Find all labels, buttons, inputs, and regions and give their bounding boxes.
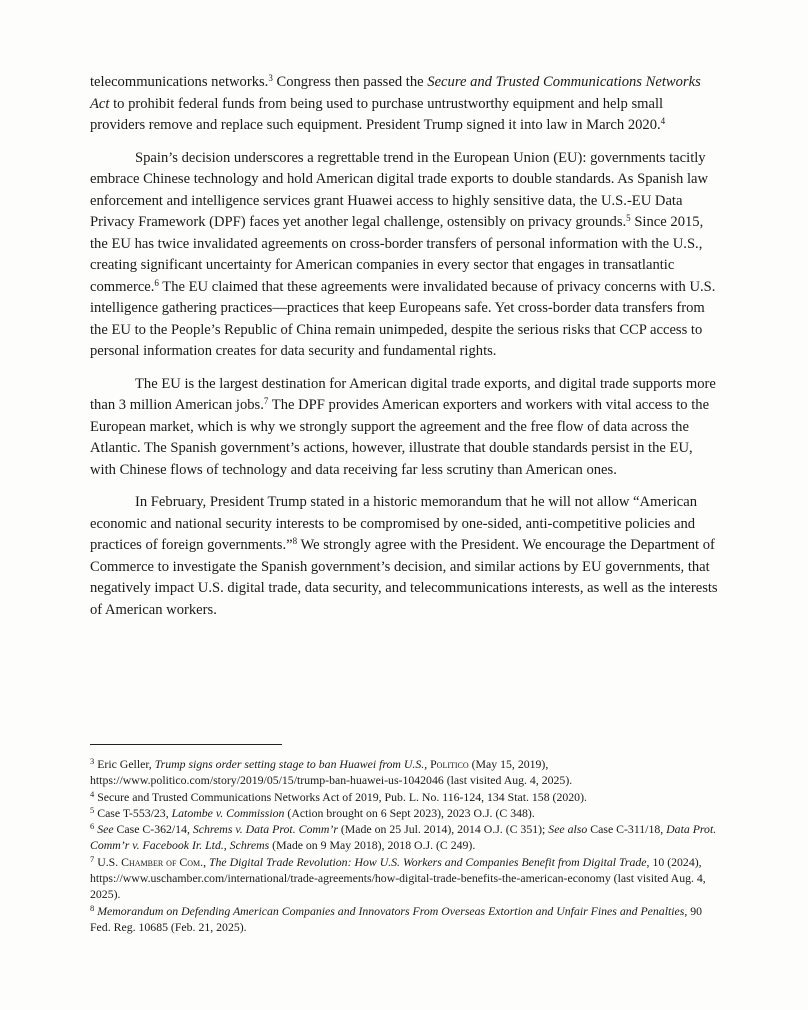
footnote-separator <box>90 744 282 745</box>
footnotes <box>90 756 720 935</box>
footnote-3: $^3$ Eric Geller, Trump signs order setting stage to ban Huawei from U.S., Politico (May 15, 2019), https://www.politico.com/story/2019/05/15/trump-ban-huawei-us-1042046 (last visited Aug. 4, 2025). <box>90 756 573 788</box>
footnote-4: $^4$ Secure and Trusted Communications Networks Act of 2019, Pub. L. No. 116-124, 134 Stat. 158 (2020). <box>90 788 587 804</box>
footnote-ref-5[interactable]: 5 <box>626 213 631 223</box>
paragraph-4: In February, President Trump stated in a historic memorandum that he will not allow “American economic and national security interests to be compromised by one-sided, anti-competitive policies and practices of foreign governments.”$^8$ We strongly agree with the President. We encourage the Department of Commerce to investigate the Spanish government’s decision, and similar actions by EU governments, that negatively impact U.S. digital trade, data security, and telecommunications interests, as well as the interests of American workers. <box>90 494 718 618</box>
footnote-ref-4[interactable]: 4 <box>660 116 666 126</box>
footnote-ref-3[interactable]: 3 <box>268 73 273 83</box>
footnote-8: $^8$ Memorandum on Defending American Companies and Innovators From Overseas Extortion and Unfair Fines and Penalties, 90 Fed. Reg. 10685 (Feb. 21, 2025). <box>90 902 703 934</box>
paragraph-3: The EU is the largest destination for American digital trade exports, and digital trade supports more than 3 million American jobs.$^7$ The DPF provides American exporters and workers with vital access to the European market, which is why we strongly support the agreement and the free flow of data across the Atlantic. The Spanish government’s actions, however, illustrate that double standards persist in the EU, with Chinese flows of technology and data receiving far less scrutiny than American ones. <box>90 375 716 478</box>
paragraph-2: Spain’s decision underscores a regrettable trend in the European Union (EU): governments tacitly embrace Chinese technology and hold American digital trade exports to double standards. As Spanish law enforcement and intelligence services grant Huawei access to highly sensitive data, the U.S.-EU Data Privacy Framework (DPF) faces yet another legal challenge, ostensibly on privacy grounds.$^5$ Since 2015, the EU has twice invalidated agreements on cross-border transfers of personal information with the U.S., creating significant uncertainty for American companies in every sector that engages in transatlantic commerce.$^6$ The EU claimed that these agreements were invalidated because of privacy concerns with U.S. intelligence gathering practices—practices that keep Europeans safe. Yet cross-border data transfers from the EU to the People’s Republic of China remain unimpeded, despite the serious risks that CCP access to personal information creates for data security and fundamental rights. <box>90 149 716 359</box>
paragraph-1: telecommunications networks.$^3$ Congress then passed the Secure and Trusted Communications Networks Act to prohibit federal funds from being used to purchase untrustworthy equipment and help small providers remove and replace such equipment. President Trump signed it into law in March 2020.$^4$ <box>90 73 701 133</box>
footnote-ref-7[interactable]: 7 <box>263 396 269 406</box>
body-text <box>90 72 720 632</box>
footnote-ref-8[interactable]: 8 <box>292 536 298 546</box>
footnote-ref-6[interactable]: 6 <box>154 277 159 288</box>
footnote-7: $^7$ U.S. Chamber of Com., The Digital Trade Revolution: How U.S. Workers and Companies Benefit from Digital Trade, 10 (2024), https://www.uschamber.com/international/trade-agreements/how-digital-trade-benefits-the-american-economy (last visited Aug. 4, 2025). <box>90 853 706 902</box>
footnote-5: $^5$ Case T-553/23, Latombe v. Commission (Action brought on 6 Sept 2023), 2023 O.J. (C 348). <box>90 804 535 820</box>
footnote-6: $^6$ See Case C-362/14, Schrems v. Data Prot. Comm’r (Made on 25 Jul. 2014), 2014 O.J. (C 351); See also Case C-311/18, Data Prot. Comm’r v. Facebook Ir. Ltd., Schrems (Made on 9 May 2018), 2018 O.J. (C 249). <box>90 821 717 853</box>
